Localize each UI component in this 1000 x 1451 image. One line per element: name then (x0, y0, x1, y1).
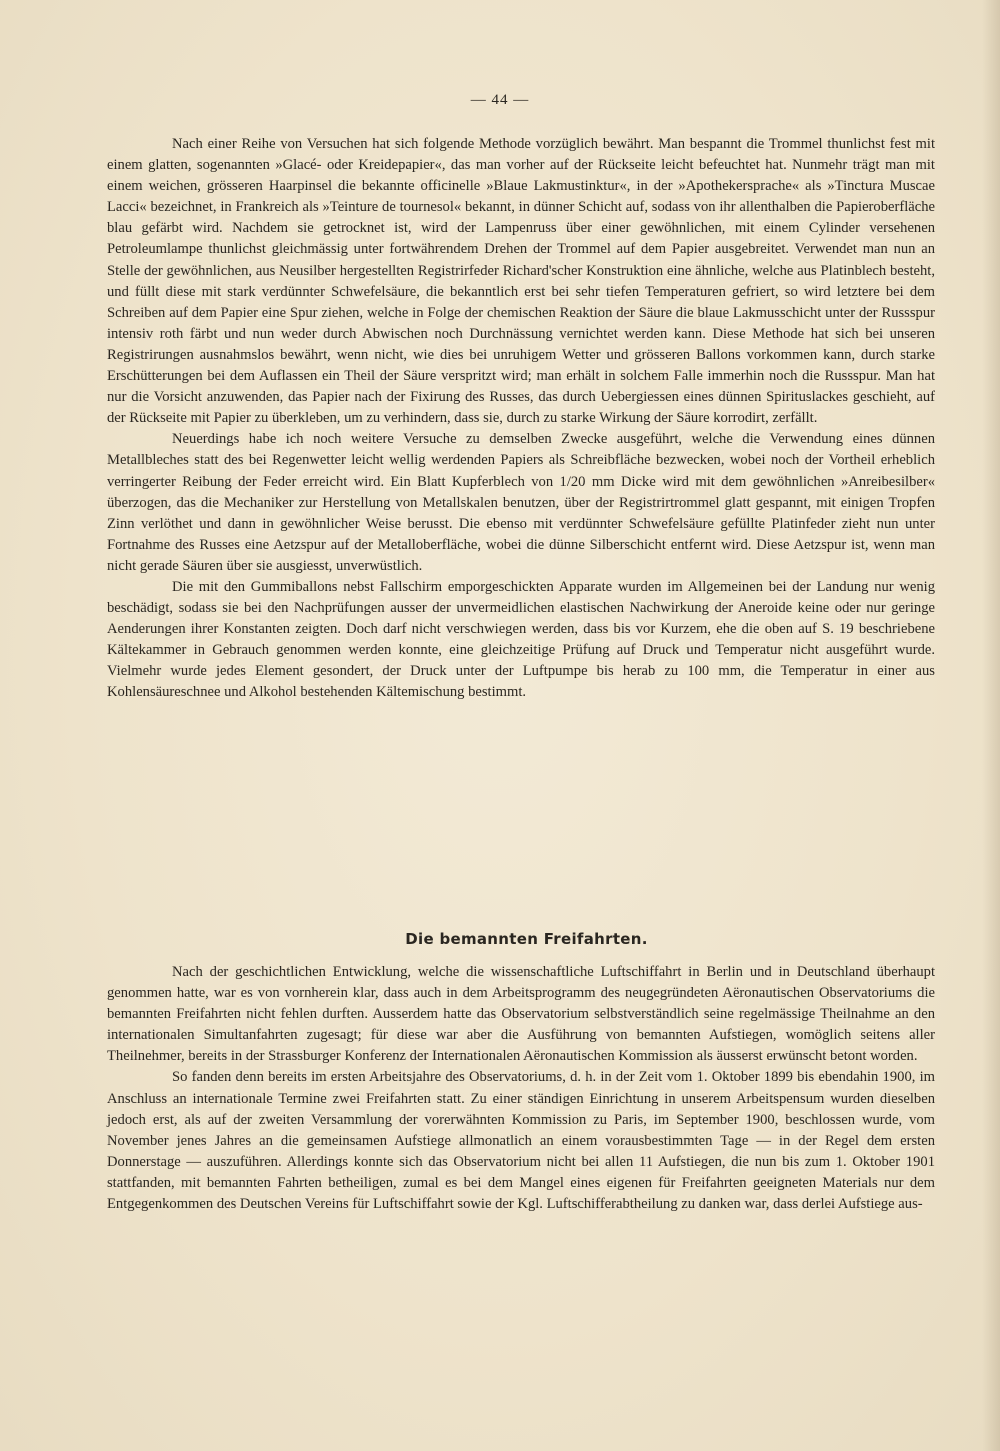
paragraph: Die mit den Gummiballons nebst Fallschirm emporgeschickten Apparate wurden im Allgemeinen bei der Landung nur wenig beschädigt, sodass sie bei den Nachprüfungen ausser der unvermeidlichen elastischen Nachwirkung der Aneroide keine oder nur geringe Aenderungen ihrer Konstanten zeigten. Doch darf nicht verschwiegen werden, dass bis vor Kurzem, ehe die oben auf S. 19 beschriebene Kältekammer in Gebrauch genommen werden konnte, eine gleichzeitige Prüfung auf Druck und Temperatur nicht ausgeführt wurde. Vielmehr wurde jedes Element gesondert, der Druck unter der Luftpumpe bis herab zu 100 mm, die Temperatur in einer aus Kohlensäureschnee und Alkohol bestehenden Kältemischung bestimmt. (107, 578, 935, 701)
section-heading: Die bemannten Freifahrten. (405, 930, 648, 948)
page-edge-shadow (982, 0, 1000, 1451)
paragraph: So fanden denn bereits im ersten Arbeitsjahre des Observatoriums, d. h. in der Zeit vom 1. Oktober 1899 bis ebendahin 1900, im Anschluss an internationale Termine zwei Freifahrten statt. Zu einer ständigen Einrichtung in unserem Arbeitspensum wurden dieselben jedoch erst, als auf der zweiten Versammlung der vorerwähnten Kommission zu Paris, im September 1900, beschlossen wurde, vom November jenes Jahres an die gemeinsamen Aufstiege allmonatlich an einem vorausbestimmten Tage — in der Regel dem ersten Donnerstage — auszuführen. Allerdings konnte sich das Observatorium nicht bei allen 11 Aufstiegen, die nun bis zum 1. Oktober 1901 stattfanden, mit bemannten Fahrten betheiligen, zumal es bei dem Mangel eines eigenen für Freifahrten geeigneten Materials nur dem Entgegenkommen des Deutschen Vereins für Luftschiffahrt sowie der Kgl. Luftschifferabtheilung zu danken war, dass derlei Aufstiege aus- (107, 1069, 935, 1213)
paragraph: Neuerdings habe ich noch weitere Versuche zu demselben Zwecke ausgeführt, welche die Verwendung eines dünnen Metallbleches statt des bei Regenwetter leicht wellig werdenden Papiers als Schreibfläche bezwecken, wobei noch der Vortheil erheblich verringerter Reibung der Feder erreicht wird. Ein Blatt Kupferblech von 1/20 mm Dicke wird mit dem gewöhnlichen »Anreibesilber« überzogen, das die Mechaniker zur Herstellung von Metallskalen benutzen, über der Registrirtrommel glatt gespannt, mit einigen Tropfen Zinn verlöthet und dann in gewöhnlicher Weise berusst. Die ebenso mit verdünnter Schwefelsäure gefüllte Platinfeder zieht nun unter Fortnahme des Russes eine Aetzspur auf der Metalloberfläche, wobei die dünne Silberschicht entfernt wird. Diese Aetzspur ist, wenn man nicht gerade Säuren über sie ausgiesst, unverwüstlich. (107, 431, 935, 574)
paragraph: Nach einer Reihe von Versuchen hat sich folgende Methode vorzüglich bewährt. Man bespannt die Trommel thunlichst fest mit einem glatten, sogenannten »Glacé- oder Kreidepapier«, das man vorher auf der Rückseite leicht befeuchtet hat. Nunmehr trägt man mit einem weichen, grösseren Haarpinsel die bekannte officinelle »Blaue Lakmustinktur«, in der »Apothekersprache« als »Tinctura Muscae Lacci« bezeichnet, in Frankreich als »Teinture de tournesol« bekannt, in dünner Schicht auf, sodass von ihr allenthalben die Papieroberfläche blau gefärbt wird. Nachdem sie getrocknet ist, wird der Lampenruss über einer gewöhnlichen, mit einem Cylinder versehenen Petroleumlampe thunlichst gleichmässig unter fortwährendem Drehen der Trommel auf dem Papier ausgebreitet. Verwendet man nun an Stelle der gewöhnlichen, aus Neusilber hergestellten Registrirfeder Richard'scher Konstruktion eine ähnliche, welche aus Platinblech besteht, und füllt diese mit stark verdünnter Schwefelsäure, die bekanntlich erst bei sehr tiefen Temperaturen gefriert, so wird letztere bei dem Schreiben auf dem Papier eine Spur ziehen, welche in Folge der chemischen Reaktion der Säure die blaue Lakmusschicht unter der Russspur intensiv roth färbt und nun weder durch Abwischen noch Durchnässung vernichtet werden kann. Diese Methode hat sich bei unseren Registrirungen ausnahmslos bewährt, wenn nicht, wie dies bei unruhigem Wetter und grösseren Ballons vorkommen kann, durch starke Erschütterungen bei dem Auflassen ein Theil der Säure verspritzt wird; man erhält in solchem Falle immerhin noch die Russspur. Man hat nur die Vorsicht anzuwenden, das Papier nach der Fixirung des Russes, das durch Uebergiessen eines dünnen Spirituslackes geschieht, auf der Rückseite mit Papier zu überkleben, um zu verhindern, dass sie, durch zu starke Wirkung der Säure korrodirt, zerfällt. (107, 136, 935, 427)
page-number: — 44 — (470, 92, 530, 108)
text-block-lower (107, 962, 935, 1215)
text-block-upper (107, 134, 935, 704)
paragraph: Nach der geschichtlichen Entwicklung, welche die wissenschaftliche Luftschiffahrt in Berlin und in Deutschland überhaupt genommen hatte, war es von vornherein klar, dass auch in dem Arbeitsprogramm des neugegründeten Aëronautischen Observatoriums die bemannten Freifahrten nicht fehlen durften. Ausserdem hatte das Observatorium selbstverständlich seine regelmässige Theilnahme an den internationalen Simultanfahrten zugesagt; für diese war aber die Ausführung von bemannten Aufstiegen, womöglich seitens aller Theilnehmer, bereits in der Strassburger Konferenz der Internationalen Aëronautischen Kommission als äusserst erwünscht betont worden. (107, 964, 935, 1065)
